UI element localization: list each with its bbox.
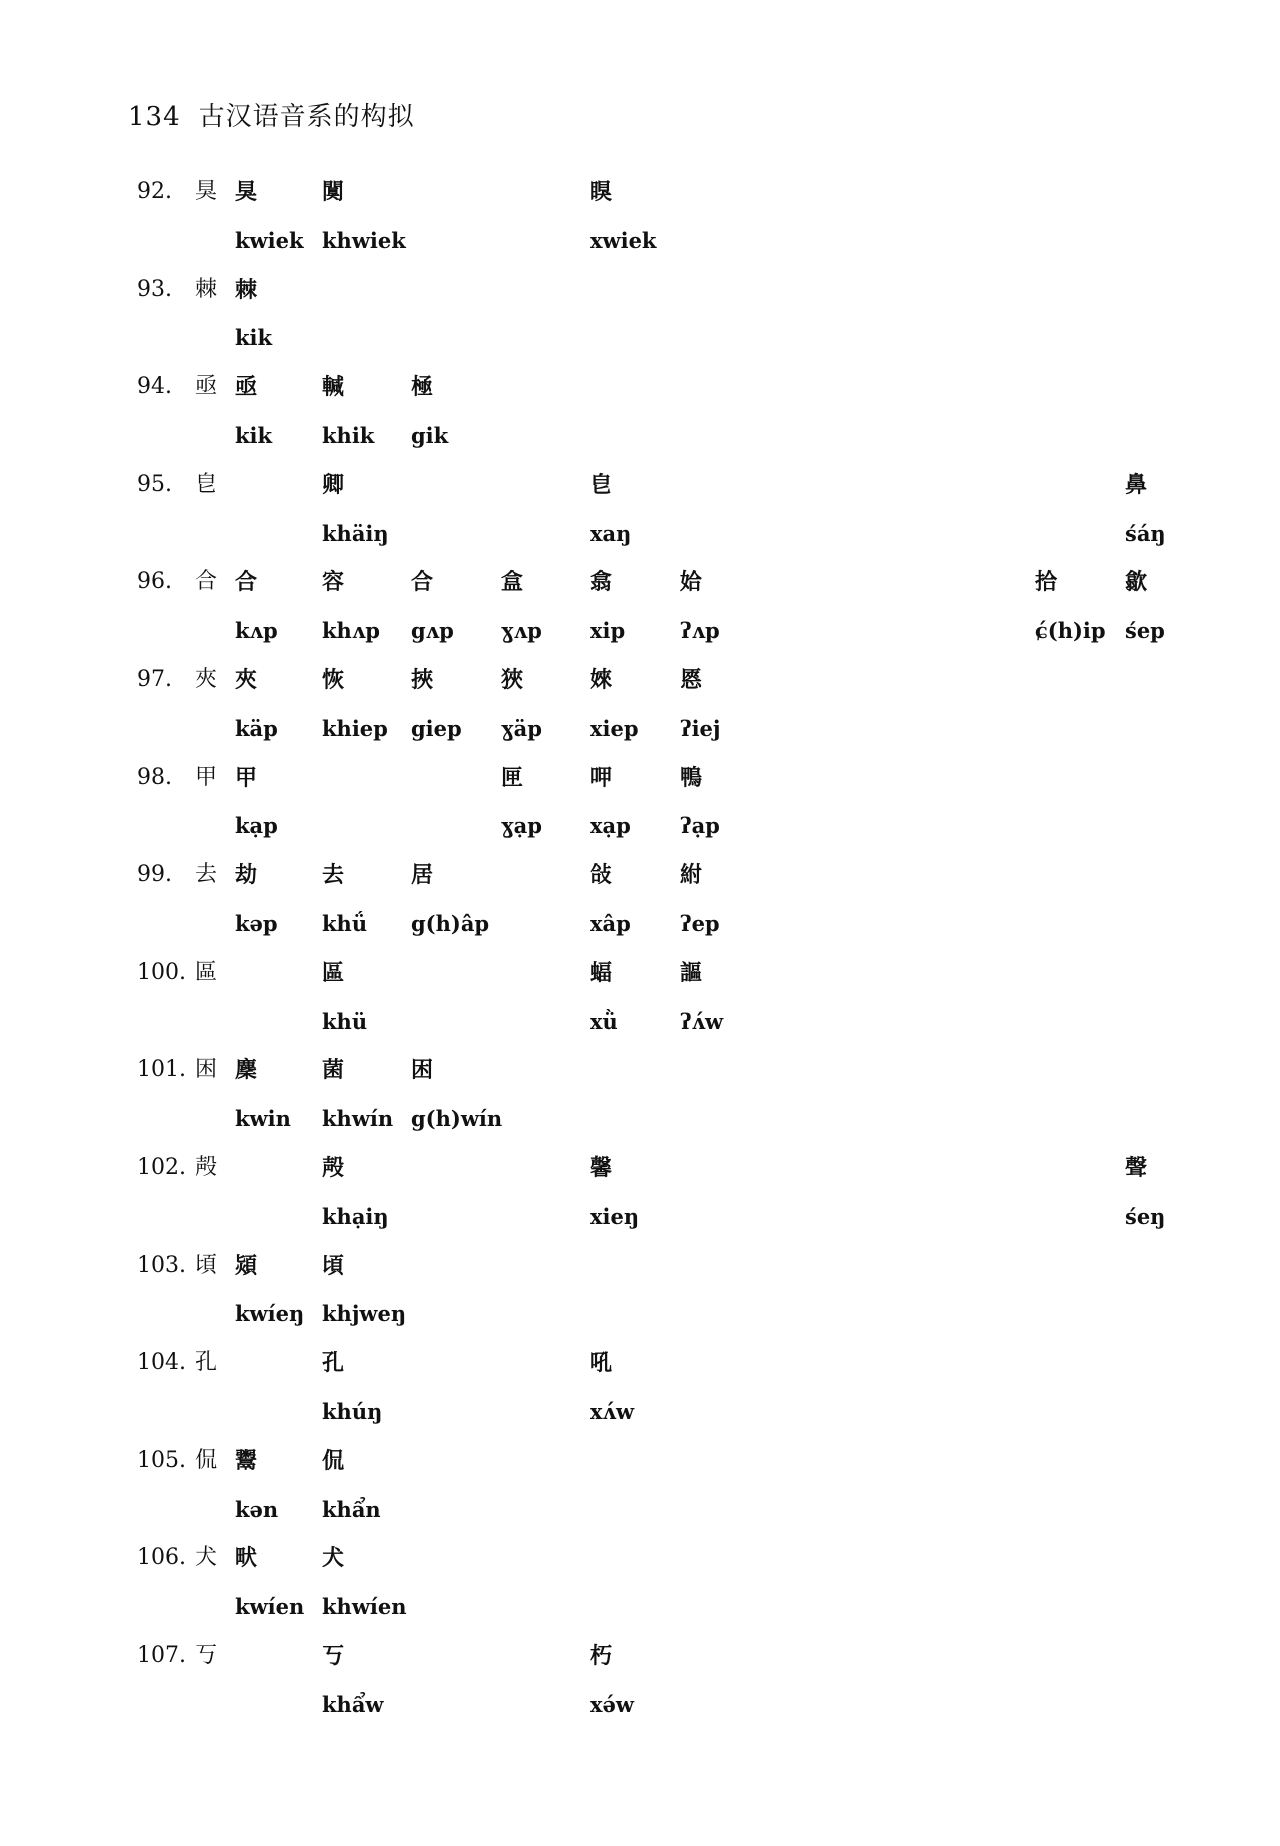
series-entry [0, 861, 1280, 959]
character-line [0, 764, 1280, 813]
reconstruction: xip [590, 618, 626, 644]
reconstruction-line [0, 520, 1280, 569]
reconstruction-line [0, 422, 1280, 471]
series-character: 棘 [235, 276, 258, 303]
series-character: 侃 [322, 1447, 345, 1474]
reconstruction: khẩn [322, 1496, 381, 1522]
character-line [0, 861, 1280, 910]
reconstruction: gʌp [411, 618, 454, 644]
character-line [0, 1154, 1280, 1203]
character-line [0, 373, 1280, 422]
entry-number: 101. [137, 1057, 186, 1083]
series-character: 亟 [235, 374, 258, 401]
reconstruction: ɣạp [501, 813, 542, 839]
entry-number: 100. [137, 959, 186, 985]
reconstruction: ʔʌ́w [680, 1008, 724, 1034]
series-character: 瞁 [590, 179, 613, 205]
series-entry [0, 1252, 1280, 1350]
series-character: 合 [235, 569, 258, 596]
series-character: 翕 [590, 569, 613, 596]
phonetic-radical: 丂 [195, 1642, 218, 1668]
series-entry [0, 178, 1280, 276]
series-character: 婡 [590, 666, 613, 693]
reconstruction: khiep [322, 715, 388, 741]
reconstruction: gik [411, 422, 449, 448]
character-line [0, 1544, 1280, 1593]
series-character: 區 [322, 959, 345, 986]
reconstruction: xʌ́w [590, 1398, 635, 1424]
series-character: 狊 [235, 179, 258, 205]
series-entry [0, 471, 1280, 569]
reconstruction: khäiŋ [322, 520, 389, 546]
reconstruction: kwíen [235, 1594, 305, 1620]
series-character: 挾 [411, 666, 434, 693]
reconstruction: khik [322, 422, 375, 448]
series-character: 極 [411, 374, 434, 401]
series-character: 盒 [501, 569, 524, 596]
reconstruction-line [0, 715, 1280, 764]
series-entry [0, 1349, 1280, 1447]
reconstruction: śeŋ [1125, 1203, 1166, 1229]
series-character: 馨 [590, 1154, 613, 1181]
series-entry [0, 959, 1280, 1057]
series-entry [0, 1642, 1280, 1740]
series-entry [0, 1544, 1280, 1642]
reconstruction: kʌp [235, 618, 278, 644]
series-character: 皀 [590, 471, 613, 498]
reconstruction: khwín [322, 1106, 394, 1132]
reconstruction: khúŋ [322, 1398, 383, 1424]
reconstruction: khjweŋ [322, 1301, 407, 1327]
reconstruction-line [0, 910, 1280, 959]
reconstruction: xâp [590, 910, 631, 936]
phonetic-radical: 甲 [195, 764, 218, 790]
phonetic-radical: 頃 [195, 1252, 218, 1278]
reconstruction: kik [235, 422, 273, 448]
reconstruction: käp [235, 715, 278, 741]
series-character: 輱 [322, 374, 345, 401]
entry-number: 106. [137, 1545, 186, 1571]
entry-number: 94. [137, 374, 172, 400]
character-line [0, 959, 1280, 1008]
reconstruction: śáŋ [1125, 520, 1166, 546]
reconstruction-line [0, 1398, 1280, 1447]
series-character: 敆 [590, 862, 613, 889]
reconstruction: kən [235, 1496, 279, 1522]
reconstruction: khǘ [322, 910, 368, 936]
page-title: 古汉语音系的构拟 [198, 102, 415, 132]
series-character: 蝠 [590, 959, 613, 986]
reconstruction: xwiek [590, 227, 657, 253]
series-character: 呷 [590, 764, 613, 791]
series-character: 卿 [322, 471, 345, 498]
character-line [0, 1642, 1280, 1691]
reconstruction: ʔạp [680, 813, 720, 839]
series-character: 丂 [322, 1642, 345, 1669]
entry-number: 96. [137, 569, 172, 595]
reconstruction-line [0, 1496, 1280, 1545]
phonetic-radical: 孔 [195, 1350, 218, 1376]
series-character: 歙 [1125, 569, 1148, 596]
reconstruction: ɕ́(h)ip [1035, 618, 1106, 644]
phonetic-radical: 犬 [195, 1545, 218, 1571]
reconstruction: xə́w [590, 1691, 634, 1717]
reconstruction: kwin [235, 1106, 291, 1132]
series-character: 容 [322, 569, 345, 596]
reconstruction-line [0, 1593, 1280, 1642]
series-character: 殸 [322, 1154, 345, 1181]
series-character: 朽 [590, 1642, 613, 1669]
phonetic-series-table [0, 178, 1280, 1740]
reconstruction: kik [235, 325, 273, 351]
entry-number: 98. [137, 764, 172, 790]
reconstruction-line [0, 324, 1280, 373]
reconstruction-line [0, 1203, 1280, 1252]
series-character: 聲 [1125, 1154, 1148, 1181]
series-entry [0, 1056, 1280, 1154]
series-character: 畎 [235, 1545, 258, 1572]
series-character: 夾 [235, 666, 258, 693]
series-character: 恢 [322, 666, 345, 693]
series-character: 居 [411, 862, 434, 889]
reconstruction: kwiek [235, 227, 304, 253]
entry-number: 103. [137, 1252, 186, 1278]
phonetic-radical: 皀 [195, 471, 218, 497]
reconstruction-line [0, 812, 1280, 861]
entry-number: 107. [137, 1642, 186, 1668]
reconstruction: kəp [235, 910, 278, 936]
phonetic-radical: 棘 [195, 276, 218, 302]
series-entry [0, 373, 1280, 471]
series-character: 去 [322, 862, 345, 889]
character-line [0, 1349, 1280, 1398]
reconstruction-line [0, 1105, 1280, 1154]
series-entry [0, 1154, 1280, 1252]
reconstruction: khʌp [322, 618, 380, 644]
reconstruction: ʔiej [680, 715, 721, 741]
reconstruction: giep [411, 715, 462, 741]
reconstruction: xieŋ [590, 1203, 640, 1229]
character-line [0, 276, 1280, 325]
entry-number: 105. [137, 1447, 186, 1473]
series-character: 合 [411, 569, 434, 596]
series-entry [0, 764, 1280, 862]
reconstruction: ɣʌp [501, 618, 542, 644]
phonetic-radical: 去 [195, 862, 218, 888]
reconstruction: ʔep [680, 910, 720, 936]
series-character: 菌 [322, 1057, 345, 1084]
character-line [0, 1056, 1280, 1105]
phonetic-radical: 亟 [195, 374, 218, 400]
reconstruction: khwíen [322, 1594, 407, 1620]
character-line [0, 568, 1280, 617]
reconstruction: ɣäp [501, 715, 542, 741]
reconstruction: khü [322, 1008, 368, 1034]
phonetic-radical: 侃 [195, 1447, 218, 1473]
character-line [0, 471, 1280, 520]
character-line [0, 666, 1280, 715]
reconstruction: g(h)wín [411, 1106, 503, 1132]
reconstruction-line [0, 1691, 1280, 1740]
series-character: 匣 [501, 764, 524, 791]
entry-number: 97. [137, 666, 172, 692]
series-character: 闃 [322, 179, 345, 205]
series-character: 鬻 [235, 1447, 258, 1474]
series-character: 吼 [590, 1350, 613, 1377]
character-line [0, 1252, 1280, 1301]
series-entry [0, 276, 1280, 374]
reconstruction: kạp [235, 813, 278, 839]
reconstruction-line [0, 1008, 1280, 1057]
series-entry [0, 666, 1280, 764]
phonetic-radical: 夾 [195, 666, 218, 692]
series-character: 困 [411, 1057, 434, 1084]
page-number: 134 [128, 102, 181, 132]
phonetic-radical: 合 [195, 569, 218, 595]
reconstruction: xạp [590, 813, 631, 839]
reconstruction: ʔʌp [680, 618, 720, 644]
reconstruction: xǜ [590, 1008, 618, 1034]
reconstruction: xiep [590, 715, 639, 741]
entry-number: 95. [137, 471, 172, 497]
character-line [0, 1447, 1280, 1496]
reconstruction-line [0, 227, 1280, 276]
series-character: 㥦 [680, 666, 703, 693]
series-character: 紨 [680, 862, 703, 889]
phonetic-radical: 困 [195, 1057, 218, 1083]
reconstruction: khwiek [322, 227, 406, 253]
entry-number: 93. [137, 276, 172, 302]
series-character: 謳 [680, 959, 703, 986]
series-character: 鴨 [680, 764, 703, 791]
entry-number: 102. [137, 1154, 186, 1180]
series-character: 頃 [322, 1252, 345, 1279]
phonetic-radical: 殸 [195, 1154, 218, 1180]
reconstruction: khạiŋ [322, 1203, 389, 1229]
series-character: 甲 [235, 764, 258, 791]
series-entry [0, 1447, 1280, 1545]
phonetic-radical: 狊 [195, 179, 218, 204]
entry-number: 92. [137, 179, 172, 204]
series-character: 狹 [501, 666, 524, 693]
reconstruction-line [0, 617, 1280, 666]
series-character: 鼻 [1125, 471, 1148, 498]
series-character: 麇 [235, 1057, 258, 1084]
reconstruction: kwíeŋ [235, 1301, 305, 1327]
series-character: 姶 [680, 569, 703, 596]
reconstruction: xaŋ [590, 520, 632, 546]
series-entry [0, 568, 1280, 666]
phonetic-radical: 區 [195, 959, 218, 985]
series-character: 犬 [322, 1545, 345, 1572]
reconstruction: khẩw [322, 1691, 384, 1717]
series-character: 劫 [235, 862, 258, 889]
page-header [128, 96, 415, 133]
series-character: 熲 [235, 1252, 258, 1279]
series-character: 孔 [322, 1350, 345, 1377]
entry-number: 104. [137, 1350, 186, 1376]
reconstruction: g(h)âp [411, 910, 490, 936]
entry-number: 99. [137, 862, 172, 888]
reconstruction-line [0, 1300, 1280, 1349]
series-character: 拾 [1035, 569, 1058, 596]
character-line [0, 178, 1280, 227]
reconstruction: śep [1125, 618, 1165, 644]
